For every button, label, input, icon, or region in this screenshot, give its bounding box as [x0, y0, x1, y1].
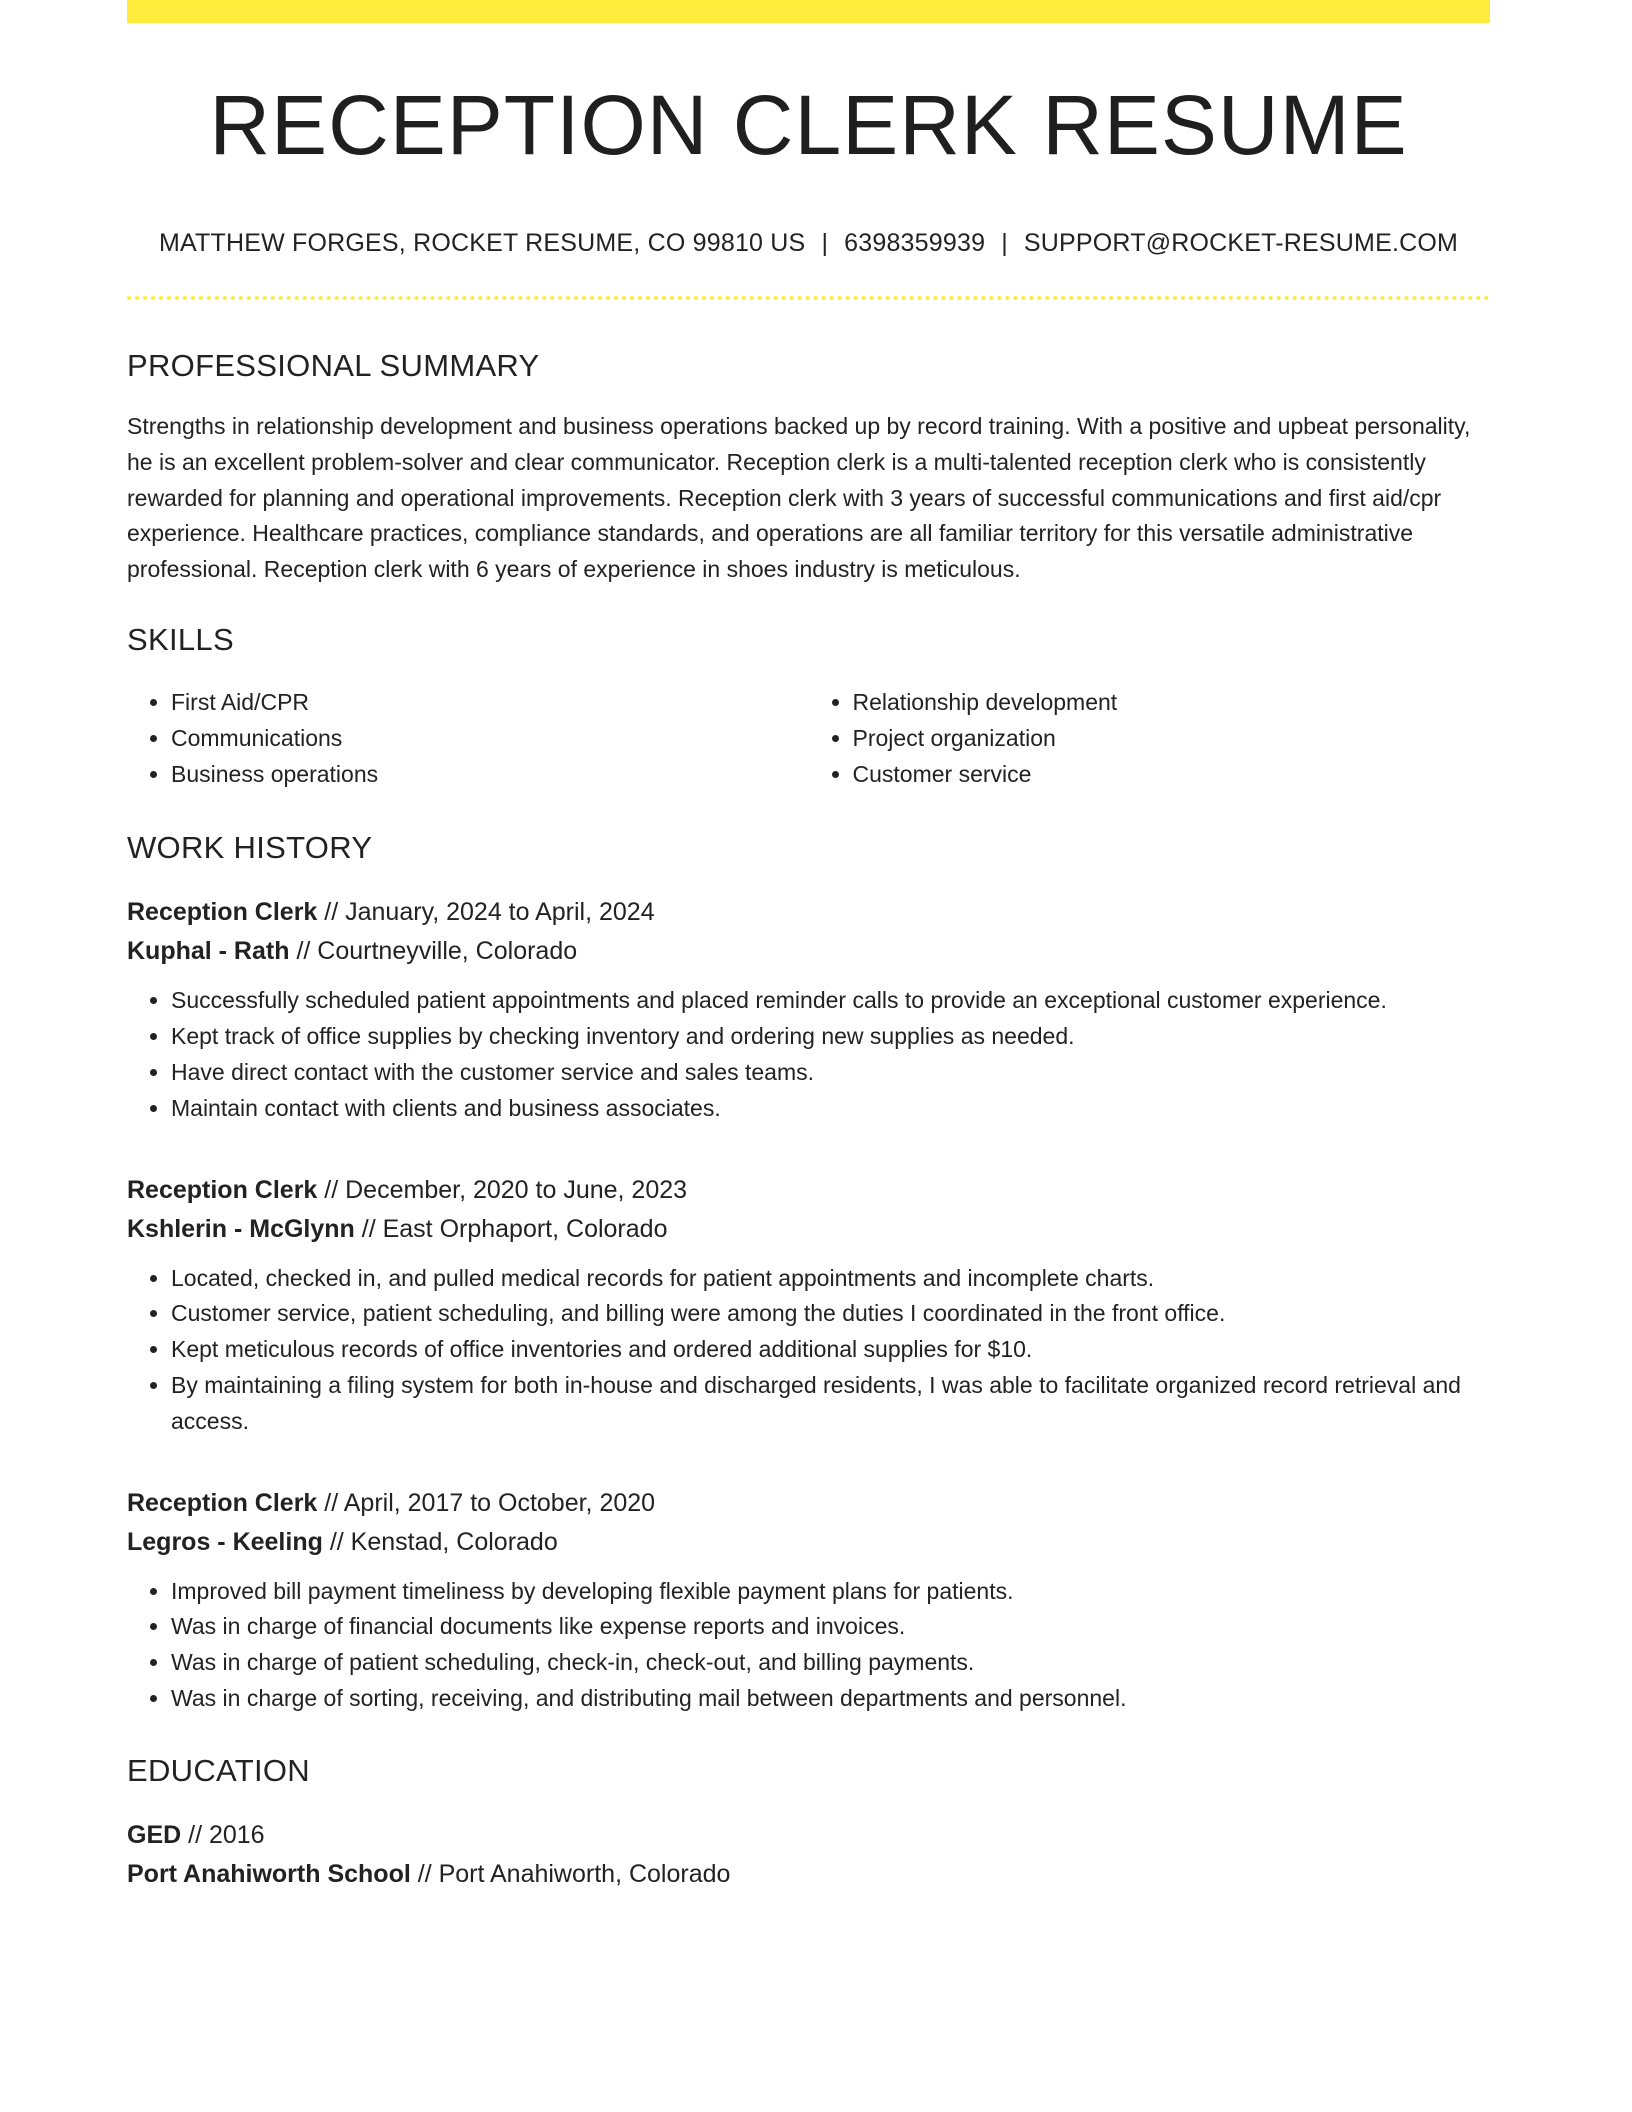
job-entry [127, 1171, 1490, 1440]
job-location: // Courtneyville, Colorado [289, 937, 578, 966]
job-bullet: • Was in charge of financial documents like expense reports and invoices. [171, 1609, 1490, 1645]
job-company: Legros - Keeling [127, 1527, 323, 1556]
skills-column-left [127, 685, 809, 792]
job-location: // East Orphaport, Colorado [354, 1214, 668, 1243]
education-degree-line [127, 1816, 1490, 1855]
skill-item: • Customer service [853, 757, 1491, 793]
job-location: // Kenstad, Colorado [322, 1527, 558, 1556]
job-company-line [127, 1210, 1490, 1249]
skill-item: • Relationship development [853, 685, 1491, 721]
job-bullets [127, 983, 1490, 1126]
education-heading: EDUCATION [127, 1752, 310, 1788]
education-school: Port Anahiworth School [127, 1859, 411, 1888]
education-degree: GED [127, 1820, 182, 1849]
job-bullet: • Kept track of office supplies by checking inventory and ordering new supplies as needed. [171, 1019, 1490, 1055]
summary-heading: PROFESSIONAL SUMMARY [127, 348, 540, 383]
job-bullets [127, 1261, 1490, 1440]
job-bullet: • Was in charge of sorting, receiving, and distributing mail between departments and personnel. [171, 1681, 1490, 1717]
skills-heading: SKILLS [127, 621, 234, 657]
job-bullet: • Improved bill payment timeliness by developing flexible payment plans for patients. [171, 1574, 1490, 1610]
job-bullet: • By maintaining a filing system for both in-house and discharged residents, I was able to facilitate organized record retrieval and access. [171, 1368, 1490, 1440]
job-company: Kshlerin - McGlynn [127, 1214, 355, 1243]
contact-email: SUPPORT@ROCKET-RESUME.COM [1023, 229, 1459, 257]
job-bullet: • Have direct contact with the customer service and sales teams. [171, 1055, 1490, 1091]
job-entry [127, 893, 1490, 1126]
job-title: Reception Clerk [127, 1175, 318, 1204]
job-bullet: • Successfully scheduled patient appointments and placed reminder calls to provide an exceptional customer experience. [171, 983, 1490, 1019]
job-title: Reception Clerk [127, 1488, 318, 1517]
contact-address: MATTHEW FORGES, ROCKET RESUME, CO 99810 US [158, 229, 806, 257]
job-role-line [127, 893, 1490, 932]
resume-title: RECEPTION CLERK RESUME [209, 78, 1408, 172]
contact-line [127, 231, 1490, 256]
job-entry [127, 1484, 1490, 1717]
top-accent-bar [127, 0, 1490, 23]
job-dates: // December, 2020 to June, 2023 [317, 1175, 688, 1204]
skill-item: • First Aid/CPR [171, 685, 809, 721]
contact-separator: | [1001, 229, 1008, 257]
job-company: Kuphal - Rath [127, 937, 290, 966]
job-role-line [127, 1484, 1490, 1523]
skills-list [127, 685, 1490, 792]
education-entry [127, 1816, 1490, 1894]
dotted-divider [127, 296, 1490, 300]
skill-item: • Project organization [853, 721, 1491, 757]
job-bullet: • Was in charge of patient scheduling, check-in, check-out, and billing payments. [171, 1645, 1490, 1681]
job-bullet: • Customer service, patient scheduling, and billing were among the duties I coordinated in the front office. [171, 1296, 1490, 1332]
job-title: Reception Clerk [127, 898, 318, 927]
skill-item: • Business operations [171, 757, 809, 793]
contact-separator: | [821, 229, 829, 257]
skill-item: • Communications [171, 721, 809, 757]
job-dates: // April, 2017 to October, 2020 [317, 1488, 656, 1517]
education-year: // 2016 [181, 1820, 265, 1849]
job-bullet: • Maintain contact with clients and business associates. [171, 1091, 1490, 1127]
job-bullets [127, 1574, 1490, 1717]
job-dates: // January, 2024 to April, 2024 [317, 898, 655, 927]
job-role-line [127, 1171, 1490, 1210]
skills-column-right [809, 685, 1491, 792]
resume-page [127, 0, 1490, 1894]
job-bullet: • Located, checked in, and pulled medical records for patient appointments and incomplete charts. [171, 1261, 1490, 1297]
job-company-line [127, 1523, 1490, 1562]
work-history-heading: WORK HISTORY [127, 830, 373, 866]
summary-text: Strengths in relationship development and business operations backed up by record training. With a positive and upbeat personality, he is an excellent problem-solver and clear communicator. Reception clerk is a multi-talented reception clerk who is consistently rewarded for planning and operational improvements. Reception clerk with 3 years of successful communications and first aid/cpr experience. Healthcare practices, compliance standards, and operations are all familiar territory for this versatile administrative professional. Reception clerk with 6 years of experience in shoes industry is meticulous. [127, 413, 1471, 583]
job-company-line [127, 932, 1490, 971]
education-school-line [127, 1855, 1490, 1894]
contact-phone: 6398359939 [844, 229, 986, 257]
job-bullet: • Kept meticulous records of office inventories and ordered additional supplies for $10. [171, 1332, 1490, 1368]
education-location: // Port Anahiworth, Colorado [410, 1859, 731, 1888]
